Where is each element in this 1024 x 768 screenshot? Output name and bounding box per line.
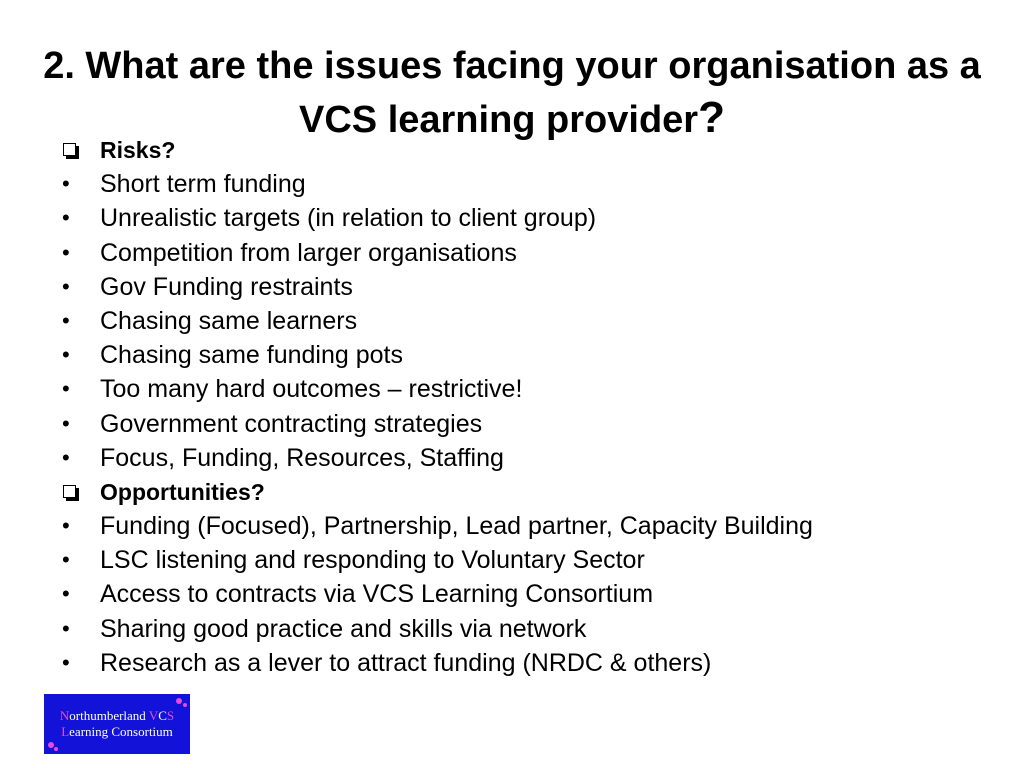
list-item-text: Government contracting strategies: [100, 409, 483, 438]
logo-letter-s: S: [166, 708, 175, 723]
list-item-text: LSC listening and responding to Voluntary Sector: [100, 546, 645, 575]
bullet-icon: [62, 270, 92, 304]
list-item: [62, 441, 962, 475]
bullet-glyph: •: [62, 581, 70, 607]
bullet-icon: [62, 612, 92, 646]
checkbox-square-icon: [63, 485, 76, 498]
bullet-glyph: •: [62, 376, 70, 402]
list-item: [62, 646, 962, 680]
slide-title: [0, 40, 1024, 146]
list-item-text: Unrealistic targets (in relation to client group): [100, 204, 597, 233]
bullet-glyph: •: [62, 342, 70, 368]
section-heading-text: Opportunities?: [100, 478, 265, 505]
bullet-glyph: •: [62, 649, 70, 675]
list-item-text: Research as a lever to attract funding (NRDC & others): [100, 648, 712, 677]
slide-title-question-mark: ?: [698, 93, 725, 142]
logo-dot-icon: [183, 703, 187, 707]
section-heading: [62, 133, 962, 167]
bullet-icon: [62, 577, 92, 611]
list-item-text: Competition from larger organisations: [100, 238, 517, 267]
checkbox-icon: [62, 133, 92, 167]
list-item: [62, 236, 962, 270]
bullet-glyph: •: [62, 307, 70, 333]
list-item-text: Sharing good practice and skills via network: [100, 614, 587, 643]
logo-dot-icon: [48, 742, 54, 748]
bullet-glyph: •: [62, 171, 70, 197]
list-item: [62, 270, 962, 304]
list-item-text: Chasing same funding pots: [100, 341, 403, 370]
list-item: [62, 577, 962, 611]
checkbox-icon: [62, 475, 92, 509]
bullet-glyph: •: [62, 444, 70, 470]
list-item-text: Access to contracts via VCS Learning Consortium: [100, 580, 654, 609]
bullet-icon: [62, 372, 92, 406]
bullet-icon: [62, 304, 92, 338]
bullet-icon: [62, 646, 92, 680]
list-item: [62, 304, 962, 338]
logo-word-learning-consortium: earning Consortium: [69, 724, 173, 739]
logo-initial-l: L: [61, 724, 70, 739]
list-item: [62, 612, 962, 646]
list-item-text: Short term funding: [100, 170, 306, 199]
list-item-text: Too many hard outcomes – restrictive!: [100, 375, 523, 404]
bullet-glyph: •: [62, 410, 70, 436]
list-item: [62, 201, 962, 235]
bullet-icon: [62, 201, 92, 235]
list-item: [62, 372, 962, 406]
bullet-glyph: •: [62, 273, 70, 299]
logo-letter-c: C: [158, 708, 167, 723]
bullet-icon: [62, 167, 92, 201]
bullet-list: [62, 133, 962, 680]
list-item: [62, 338, 962, 372]
bullet-icon: [62, 441, 92, 475]
bullet-icon: [62, 338, 92, 372]
bullet-icon: [62, 407, 92, 441]
logo-dot-icon: [54, 747, 58, 751]
list-item: [62, 543, 962, 577]
list-item: [62, 509, 962, 543]
list-item-text: Funding (Focused), Partnership, Lead partner, Capacity Building: [100, 512, 813, 541]
logo-word-northumberland: orthumberland: [69, 708, 149, 723]
bullet-glyph: •: [62, 239, 70, 265]
logo-line-1: [44, 708, 190, 724]
section-heading-text: Risks?: [100, 137, 176, 163]
logo-initial-n: N: [59, 708, 70, 723]
bullet-glyph: •: [62, 205, 70, 231]
bullet-icon: [62, 236, 92, 270]
section-heading: [62, 475, 962, 509]
checkbox-square-icon: [63, 143, 76, 156]
consortium-logo: [44, 694, 190, 754]
logo-dot-icon: [176, 698, 182, 704]
bullet-icon: [62, 543, 92, 577]
bullet-icon: [62, 509, 92, 543]
logo-letter-v: V: [148, 708, 159, 723]
bullet-glyph: •: [62, 615, 70, 641]
slide-title-text: 2. What are the issues facing your organisation as a VCS learning provider: [43, 45, 981, 141]
bullet-glyph: •: [62, 513, 70, 539]
logo-line-2: [44, 724, 190, 740]
bullet-glyph: •: [62, 547, 70, 573]
list-item: [62, 167, 962, 201]
list-item-text: Gov Funding restraints: [100, 272, 353, 301]
list-item: [62, 407, 962, 441]
list-item-text: Focus, Funding, Resources, Staffing: [100, 443, 504, 472]
list-item-text: Chasing same learners: [100, 306, 358, 335]
